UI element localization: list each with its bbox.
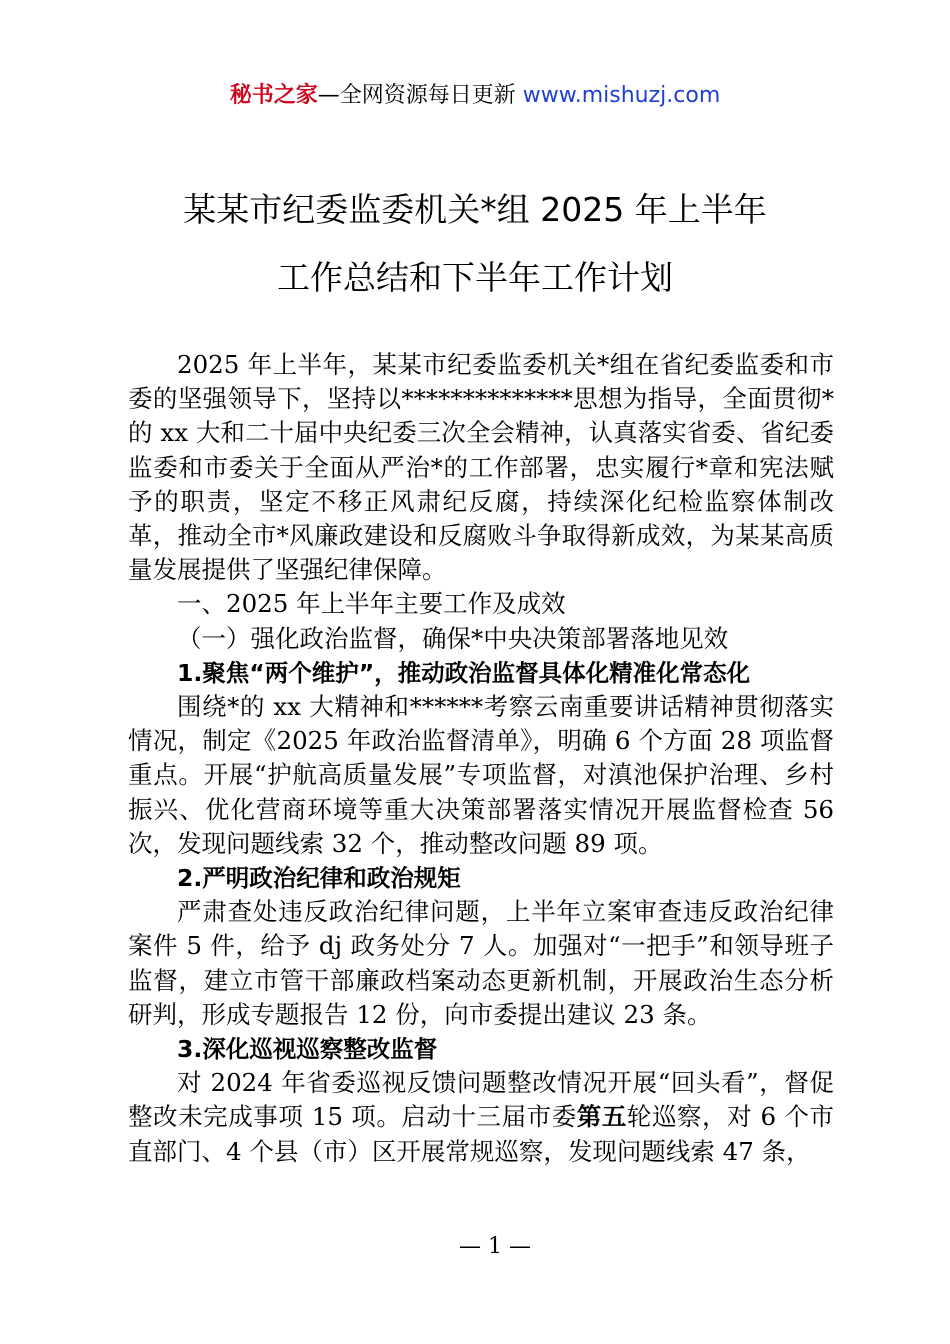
section-heading-1: 一、2025 年上半年主要工作及成效	[177, 589, 566, 619]
document-body	[128, 348, 834, 1169]
site-header	[0, 80, 950, 112]
item-heading-3: 3.深化巡视巡察整改监督	[177, 1035, 438, 1064]
item-body-3	[128, 1066, 834, 1169]
item-body-2: 严肃查处违反政治纪律问题，上半年立案审查违反政治纪律案件 5 件，给予 dj 政务处分 7 人。加强对“一把手”和领导班子监督，建立市管干部廉政档案动态更新机制，开展政治生态分析研判，形成专题报告 12 份，向市委提出建议 23 条。	[128, 897, 834, 1029]
item-body-3-part-2: 轮巡察，对 6 个市直部门、4 个县（市）区开展常规巡察，发现问题线索 47 条，	[128, 1102, 835, 1166]
item-heading-1: 1.聚焦“两个维护”，推动政治监督具体化精准化常态化	[177, 658, 751, 687]
item-body-3-part-1: 对 2024 年省委巡视反馈问题整改情况开展“回头看”，督促整改未完成事项 15 项。启动十三届市委	[128, 1068, 834, 1132]
document-title-line-1: 某某市纪委监委机关*组 2025 年上半年	[183, 190, 767, 229]
item-body-3-bold: 第五	[576, 1102, 627, 1132]
subsection-heading-1: （一）强化政治监督，确保*中央决策部署落地见效	[177, 623, 729, 653]
document-title-line-2: 工作总结和下半年工作计划	[277, 258, 673, 297]
brand-name: 秘书之家	[229, 83, 318, 108]
page-number: — 1 —	[459, 1234, 531, 1259]
intro-paragraph: 2025 年上半年，某某市纪委监委机关*组在省纪委监委和市委的坚强领导下，坚持以**************思想为指导，全面贯彻*的 xx 大和二十届中央纪委三次全会精神，认真落实省委、省纪委监委和市委关于全面从严治*的工作部署，忠实履行*章和宪法赋予的职责，坚定不移正风肃纪反腐，持续深化纪检监察体制改革，推动全市*风廉政建设和反腐败斗争取得新成效，为某某高质量发展提供了坚强纪律保障。	[128, 350, 834, 585]
header-slogan: —全网资源每日更新	[317, 83, 523, 108]
item-heading-2: 2.严明政治纪律和政治规矩	[177, 864, 461, 893]
site-url-link[interactable]: www.mishuzj.com	[522, 83, 721, 108]
item-body-1: 围绕*的 xx 大精神和******考察云南重要讲话精神贯彻落实情况，制定《2025 年政治监督清单》，明确 6 个方面 28 项监督重点。开展“护航高质量发展”专项监督，对滇池保护治理、乡村振兴、优化营商环境等重大决策部署落实情况开展监督检查 56 次，发现问题线索 32 个，推动整改问题 89 项。	[128, 692, 834, 858]
